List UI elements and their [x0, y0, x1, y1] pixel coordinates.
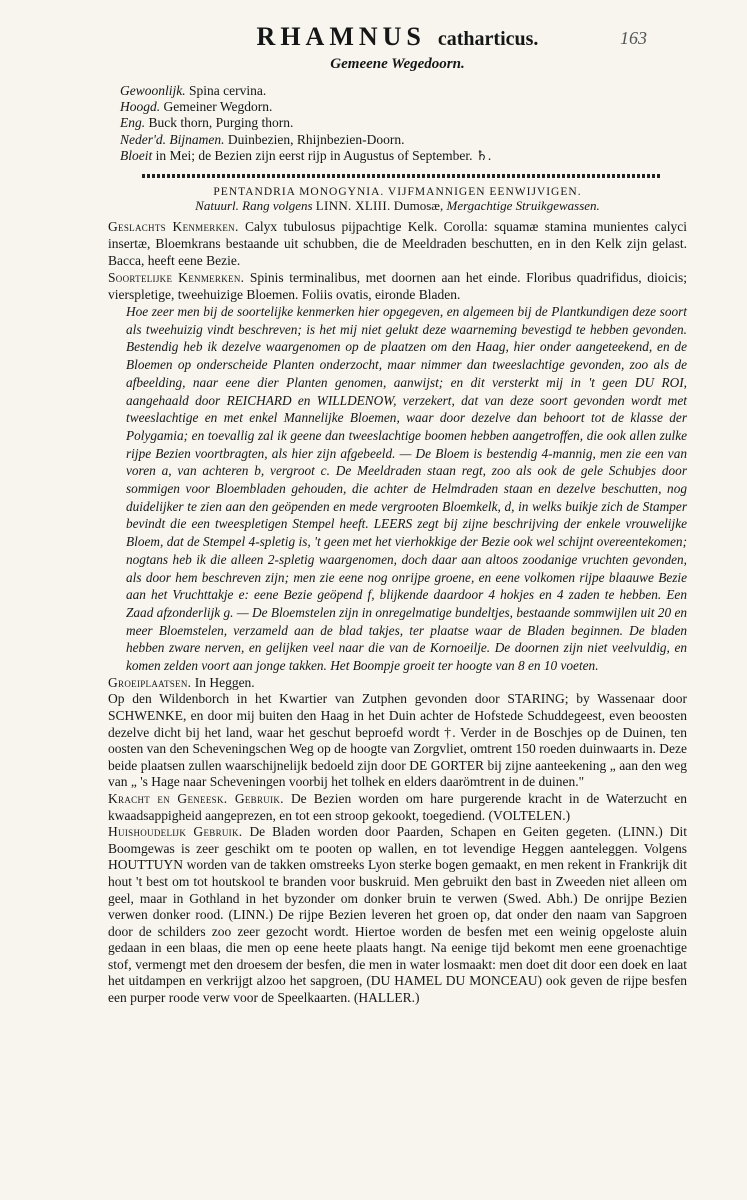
species-title: catharticus. — [437, 28, 539, 50]
medicinal-use — [108, 791, 687, 824]
section-text: Calyx tubulosus pijpachtige Kelk. Corolla: squamæ stamina munientes calyci insertæ, Bloemkrans bestaande uit schubben, die de Meeldraden beschutten, en in den Kelk zijn gelast. Bacca, heeft eene Bezie. — [108, 219, 687, 269]
household-use — [108, 824, 687, 1007]
name-label: Eng. — [120, 115, 146, 131]
section-heading: Soortelijke Kenmerken. — [108, 270, 245, 286]
description-paragraph: Hoe zeer men bij de soortelijke kenmerken hier opgegeven, en algemeen bij de Plantkundigen deze soort als tweehuizig vindt beschreven; is het mij niet gelukt deze waarneming bevestigd te hebben gevonden. Bestendig heb ik dezelve waargenomen op de plaatzen om den Haag, hier onder aangeteekend, en de Bloemen op onderscheide Planten onderzocht, maar nimmer dan tweeslachtige gevonden, zoo als de afbeelding, naar eene dier Planten genomen, aanwijst; en dit versterkt mij in 't geen DU ROI, aangehaald door REICHARD en WILLDENOW, verzekert, dat van deze soort gevonden wordt met tweeslachtige en met enkel Mannelijke Bloemen, waar door dezelve dan behoort tot de klasse der Polygamia; en toevallig zal ik geene dan tweeslachtige boomen hebben aangetroffen, die ook allen zulke rijpe Bezien voortbragten, als hier zijn afgebeeld. — De Bloem is bestendig 4-mannig, men zie een van voren a, van achteren b, vergroot c. De Meeldraden staan regt, zoo als ook de gele Schubjes door sommigen voor Bloembladen gehouden, die achter de Helmdraden staan en dezelve beschutten, nog duidelijker te zien aan den geöpenden en mede vergrooten Bloemkelk, d, in welks buikje zich de Stamper bevindt die een tweespletigen Stempel heeft. LEERS zegt bij zijne beschrijving der enkele vrouwelijke Bloem, dat de Stempel 4-spletig is, 't geen met het vierhokkige der Bezie ook wel schijnt overeentekomen; nogtans heb ik die alleen 2-spletig waargenomen, doch daar aan altoos zoodanige vruchten gevonden, als door hem beschreven zijn; men zie eene nog onrijpe groene, en eene volkomen rijpe blaauwe Bezie aan het Vruchttakje e: eene Bezie geöpend f, blijkende daardoor 4 hokjes en 4 zaden te hebben. Een Zaad afzonderlijk g. — De Bloemstelen zijn in onregelmatige bundeltjes, bestaande sommwijlen uit 20 en meer Bloemstelen, verzameld aan de blad takjes, ter plaatse waar de Bladen beginnen. De bladen hebben zware nerven, en gelijken veel naar die van de Kornoeilje. De doornen zijn niet veelvuldig, en komen zelden voort aan jonge takken. Het Boompje groeit ter hoogte van 8 en 10 voeten. — [126, 304, 687, 674]
name-row — [120, 148, 687, 164]
section-heading: Huishoudelijk Gebruik. — [108, 824, 243, 840]
name-row — [120, 132, 687, 148]
habitat-paragraph: Op den Wildenborch in het Kwartier van Zutphen gevonden door STARING; by Wassenaar door SCHWENKE, en door mij buiten den Haag in het Duin achter de Hofstede Schuddegeest, even beoosten dezelve dicht bij het land, waar het geschut beproefd wordt †. Verder in de Boschjes op de Duinen, ten oosten van den Scheveningschen Weg op de hoogte van Zorgvliet, omtrent 150 roeden duinwaarts in. Deze beide plaatsen zullen waarschijnelijk bedoeld zijn door DE GORTER bij zijne aanteekening „ aan den weg van „ 's Hage naar Scheveningen voorbij het tolhek en elders daarömtrent in de duinen." — [108, 691, 687, 790]
natural-order — [108, 198, 687, 214]
name-value: Spina cervina. — [189, 83, 267, 98]
name-label: Gewoonlijk. — [120, 83, 186, 98]
habitat-heading-line — [108, 675, 687, 692]
name-row — [120, 83, 687, 99]
section-heading: Groeiplaatsen. — [108, 674, 192, 690]
name-label: Hoogd. — [120, 99, 161, 115]
section-text: De Bladen worden door Paarden, Schapen en Geiten gegeten. (LINN.) Dit Boomgewas is zeer geschikt om te pooten op wallen, en tot levendige Heggen aanteleggen. Volgens HOUTTUYN worden van de takken omstreeks Lyon sterke bogen gemaakt, en men rekent in Frankrijk dit hout 't best om tot houtskool te branden voor buskruid. Men gebruikt den bast in Zweeden niet alleen om geel, maar in Gothland in het byzonder om donker bruin te verwen (Swed. Abh.) De onrijpe Bezien verwen donker rood. (LINN.) De rijpe Bezien leveren het groen op, dat onder den naam van Sapgroen door de schilders zoo zeer gezocht wordt. Hiertoe worden de besfen met een weinig opgeloste aluin gedaan in een blaas, die men op eene heete plaats hangt. Na eenige tijd bekomt men eene groenachtige stof, vermengt met den droesem der besfen, die men in water losmaakt: men doet dit door een doek en laat het uitdampen en verkrijgt alzoo het sapgroen, (DU HAMEL DU MONCEAU) ook geven de rijpe besfen een purper roode verw voor de Speelkaarten. (HALLER.) — [108, 824, 687, 1006]
name-value: in Mei; de Bezien zijn eerst rijp in Augustus of September. ♄. — [155, 147, 492, 163]
genus-characters — [108, 218, 687, 269]
species-characters — [108, 269, 687, 303]
natural-order-latin: Dumosæ, — [393, 198, 444, 214]
vernacular-names — [120, 83, 687, 164]
section-heading: Geslachts Kenmerken. — [108, 219, 239, 235]
section-text: De Bezien worden om hare purgerende kracht in de Waterzucht en kwaadsappigheid aangeprezen, en tot een stroop gekookt, toegediend. (VOLTELEN.) — [108, 790, 688, 823]
common-name-subtitle: Gemeene Wegedoorn. — [330, 56, 465, 72]
name-label: Neder'd. Bijnamen. — [120, 131, 225, 147]
name-value: Buck thorn, Purging thorn. — [148, 115, 294, 131]
page-number: 163 — [620, 28, 647, 48]
name-row — [120, 115, 687, 131]
linnaean-class: PENTANDRIA MONOGYNIA. VIJFMANNIGEN EENWIJVIGEN. — [213, 186, 582, 199]
ornamental-divider — [142, 174, 662, 178]
section-text: In Heggen. — [194, 674, 255, 690]
genus-title: RHAMNUS — [256, 22, 426, 51]
name-label: Bloeit — [120, 147, 153, 163]
natural-order-author: LINN. XLIII. — [315, 198, 391, 214]
section-heading: Kracht en Geneesk. Gebruik. — [108, 790, 284, 806]
title-row — [108, 22, 687, 56]
name-value: Duinbezien, Rhijnbezien-Doorn. — [227, 131, 405, 147]
natural-order-dutch: Mergachtige Struikgewassen. — [446, 198, 600, 214]
section-text: Spinis terminalibus, met doornen aan het einde. Floribus quadrifidus, dioicis; vierspletige, tweehuizige Bloemen. Foliis ovatis, eironde Bladen. — [108, 270, 687, 303]
natural-order-prefix: Natuurl. Rang volgens — [195, 198, 313, 214]
name-value: Gemeiner Wegdorn. — [163, 99, 273, 115]
name-row — [120, 99, 687, 115]
